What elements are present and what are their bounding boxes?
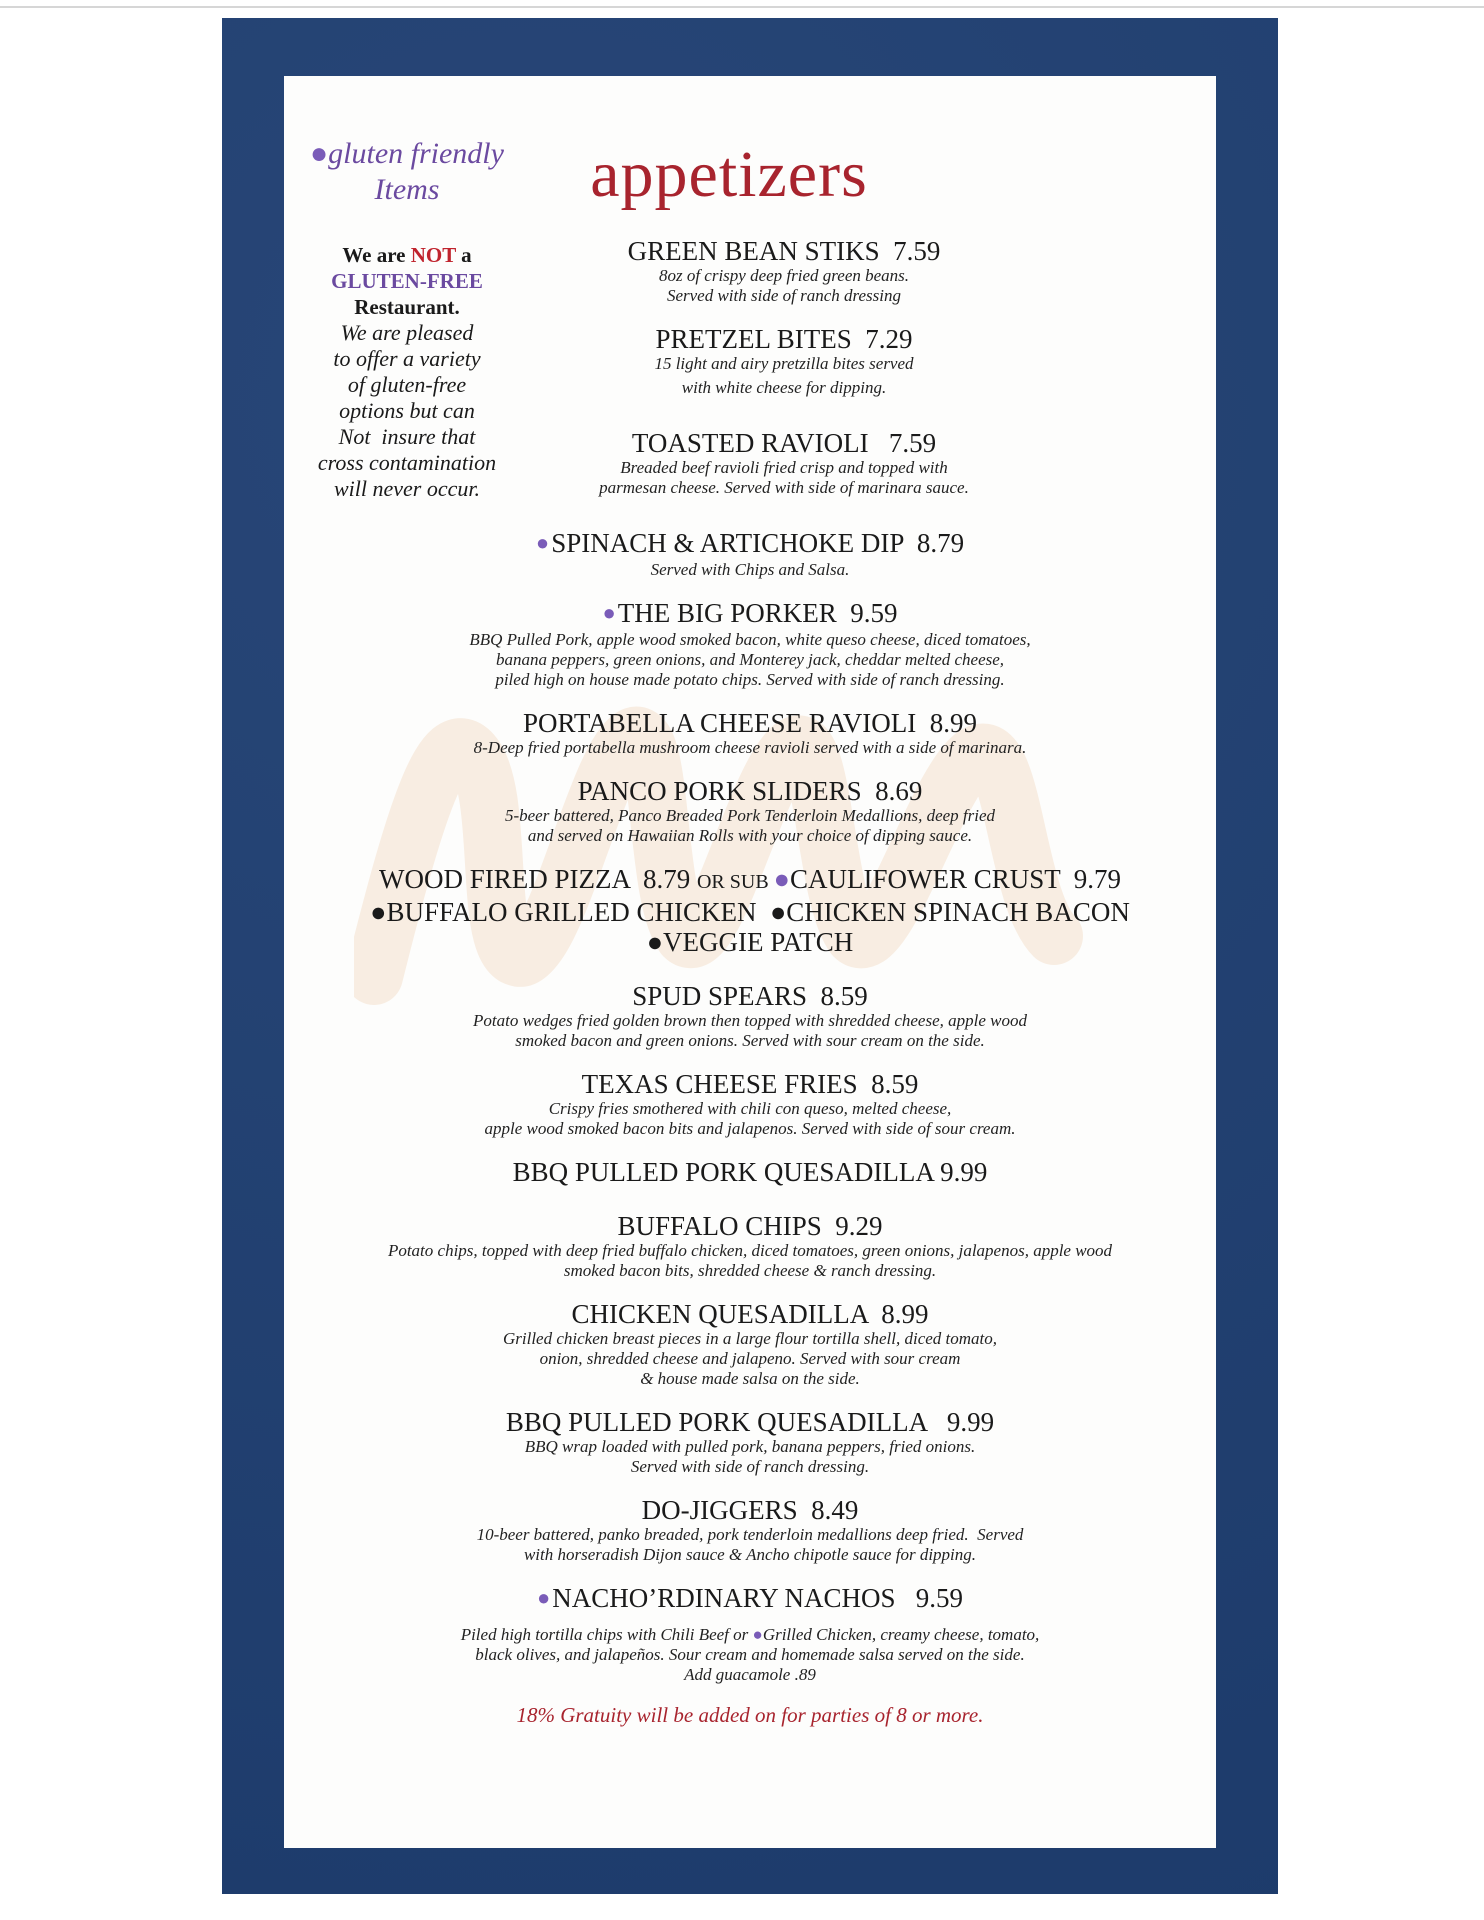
menu-panel <box>284 76 1216 1848</box>
item-desc <box>314 1625 1186 1645</box>
not-gluten-free-notice <box>302 242 512 320</box>
pizza-option: CHICKEN SPINACH BACON <box>786 897 1130 927</box>
menu-item <box>314 708 1186 758</box>
menu-item <box>314 1069 1186 1139</box>
item-desc: BBQ wrap loaded with pulled pork, banana peppers, fried onions. <box>524 1437 976 1456</box>
item-desc: parmesan cheese. Served with side of marinara sauce. <box>599 478 969 497</box>
gluten-notice <box>302 136 512 502</box>
item-desc: piled high on house made potato chips. Served with side of ranch dressing. <box>495 670 1005 689</box>
menu-item <box>314 1299 1186 1389</box>
item-desc: onion, shredded cheese and jalapeno. Served with sour cream <box>539 1349 961 1368</box>
item-name <box>314 598 1186 630</box>
item-name: PANCO PORK SLIDERS 8.69 <box>577 776 923 806</box>
gluten-friendly-dot-icon: ● <box>536 1585 551 1610</box>
disclaimer-line: Not insure that <box>338 424 476 449</box>
bullet-icon: ● <box>646 927 664 957</box>
item-desc: 8-Deep fried portabella mushroom cheese ravioli served with a side of marinara. <box>473 738 1027 757</box>
pizza-item <box>314 864 1186 957</box>
item-desc: Breaded beef ravioli fried crisp and topped with <box>620 458 948 477</box>
item-name <box>314 1583 1186 1615</box>
menu-items <box>314 528 1186 1728</box>
item-desc: 8oz of crispy deep fried green beans. <box>658 266 910 285</box>
item-desc: black olives, and jalapeños. Sour cream and homemade salsa served on the side. <box>475 1645 1025 1664</box>
pizza-line-3 <box>314 927 1186 957</box>
item-desc: Served with side of ranch dressing <box>666 286 902 305</box>
top-items <box>524 236 1044 516</box>
item-name: BUFFALO CHIPS 9.29 <box>617 1211 883 1241</box>
item-desc: Potato chips, topped with deep fried buffalo chicken, diced tomatoes, green onions, jalapenos, apple wood <box>387 1241 1113 1260</box>
gratuity-note: 18% Gratuity will be added on for parties of 8 or more. <box>516 1703 984 1727</box>
item-desc-text: Grilled Chicken, creamy cheese, tomato, <box>762 1625 1040 1644</box>
item-desc: Served with side of ranch dressing. <box>630 1457 870 1476</box>
item-name-text: THE BIG PORKER 9.59 <box>617 598 898 628</box>
item-desc: smoked bacon bits, shredded cheese & ranch dressing. <box>563 1261 937 1280</box>
disclaimer-line: cross contamination <box>317 450 497 475</box>
item-name: PORTABELLA CHEESE RAVIOLI 8.99 <box>523 708 977 738</box>
item-name: TEXAS CHEESE FRIES 8.59 <box>581 1069 919 1099</box>
item-desc: Grilled chicken breast pieces in a large flour tortilla shell, diced tomato, <box>502 1329 998 1348</box>
pizza-line-2 <box>314 897 1186 927</box>
gluten-friendly-heading <box>302 136 512 208</box>
menu-item <box>524 236 1044 306</box>
item-desc: 5-beer battered, Panco Breaded Pork Tenderloin Medallions, deep fried <box>504 806 996 825</box>
we-are-text: We are <box>342 243 406 267</box>
item-desc: and served on Hawaiian Rolls with your choice of dipping sauce. <box>527 826 973 845</box>
menu-item <box>314 981 1186 1051</box>
item-desc: & house made salsa on the side. <box>640 1369 860 1388</box>
menu-item <box>314 1211 1186 1281</box>
gluten-friendly-dot-icon: ● <box>773 864 790 894</box>
item-desc: 15 light and airy pretzilla bites served <box>654 354 914 373</box>
gluten-friendly-label: gluten friendly <box>328 137 504 170</box>
item-desc: banana peppers, green onions, and Monterey jack, cheddar melted cheese, <box>495 650 1005 669</box>
pizza-line-1 <box>314 864 1186 897</box>
disclaimer-line: will never occur. <box>333 476 481 501</box>
item-name: PRETZEL BITES 7.29 <box>655 324 913 354</box>
item-name: TOASTED RAVIOLI 7.59 <box>631 428 937 458</box>
item-name: BBQ PULLED PORK QUESADILLA 9.99 <box>505 1407 995 1437</box>
menu-item <box>524 324 1044 398</box>
cauliflower-crust: CAULIFOWER CRUST 9.79 <box>789 864 1122 894</box>
item-name: CHICKEN QUESADILLA 8.99 <box>571 1299 929 1329</box>
item-desc: smoked bacon and green onions. Served with sour cream on the side. <box>515 1031 985 1050</box>
item-desc: Add guacamole .89 <box>684 1665 816 1684</box>
restaurant-text: Restaurant. <box>354 295 460 319</box>
item-name-text: SPINACH & ARTICHOKE DIP 8.79 <box>551 528 965 558</box>
item-desc: Potato wedges fried golden brown then topped with shredded cheese, apple wood <box>473 1011 1027 1030</box>
bullet-icon: ● <box>769 897 787 927</box>
gluten-friendly-dot-icon: ● <box>752 1625 763 1644</box>
menu-item <box>524 428 1044 498</box>
item-desc: BBQ Pulled Pork, apple wood smoked bacon, white queso cheese, diced tomatoes, <box>469 630 1031 649</box>
item-desc: apple wood smoked bacon bits and jalapenos. Served with side of sour cream. <box>484 1119 1016 1138</box>
items-label: Items <box>374 173 440 206</box>
pizza-option: BUFFALO GRILLED CHICKEN <box>386 897 770 927</box>
menu-item <box>314 528 1186 580</box>
item-desc-text: Piled high tortilla chips with Chili Beef or <box>460 1625 753 1644</box>
disclaimer-line: We are pleased <box>340 320 474 345</box>
disclaimer-line: of gluten-free <box>347 372 467 397</box>
disclaimer-line: to offer a variety <box>333 346 481 371</box>
item-name: DO-JIGGERS 8.49 <box>641 1495 859 1525</box>
pizza-or-sub: OR SUB <box>696 871 774 893</box>
item-desc: Crispy fries smothered with chili con queso, melted cheese, <box>548 1099 952 1118</box>
a-text: a <box>461 243 472 267</box>
gluten-friendly-dot-icon: ● <box>310 137 329 170</box>
scan-edge <box>0 6 1484 8</box>
not-text: NOT <box>410 243 456 267</box>
gluten-friendly-dot-icon: ● <box>535 530 550 555</box>
gluten-friendly-dot-icon: ● <box>602 600 616 625</box>
item-name: BBQ PULLED PORK QUESADILLA 9.99 <box>512 1157 988 1187</box>
item-desc: 10-beer battered, panko breaded, pork tenderloin medallions deep fried. Served <box>476 1525 1024 1544</box>
item-name <box>314 528 1186 560</box>
bullet-icon: ● <box>370 897 387 927</box>
menu-item <box>314 776 1186 846</box>
item-name: GREEN BEAN STIKS 7.59 <box>627 236 941 266</box>
pizza-name: WOOD FIRED PIZZA 8.79 <box>378 864 697 894</box>
gluten-free-text: GLUTEN-FREE <box>331 269 483 293</box>
item-desc: with horseradish Dijon sauce & Ancho chipotle sauce for dipping. <box>523 1545 977 1564</box>
disclaimer-text <box>302 320 512 502</box>
item-desc: Served with Chips and Salsa. <box>650 560 850 579</box>
pizza-option: VEGGIE PATCH <box>663 927 854 957</box>
item-name-text: NACHO’RDINARY NACHOS 9.59 <box>552 1583 964 1613</box>
item-desc: with white cheese for dipping. <box>681 378 887 397</box>
menu-item <box>314 1583 1186 1685</box>
menu-title: appetizers <box>590 138 868 211</box>
item-name: SPUD SPEARS 8.59 <box>632 981 868 1011</box>
disclaimer-line: options but can <box>339 398 475 423</box>
menu-item <box>314 598 1186 690</box>
menu-item <box>314 1407 1186 1477</box>
menu-item <box>314 1157 1186 1187</box>
menu-item <box>314 1495 1186 1565</box>
